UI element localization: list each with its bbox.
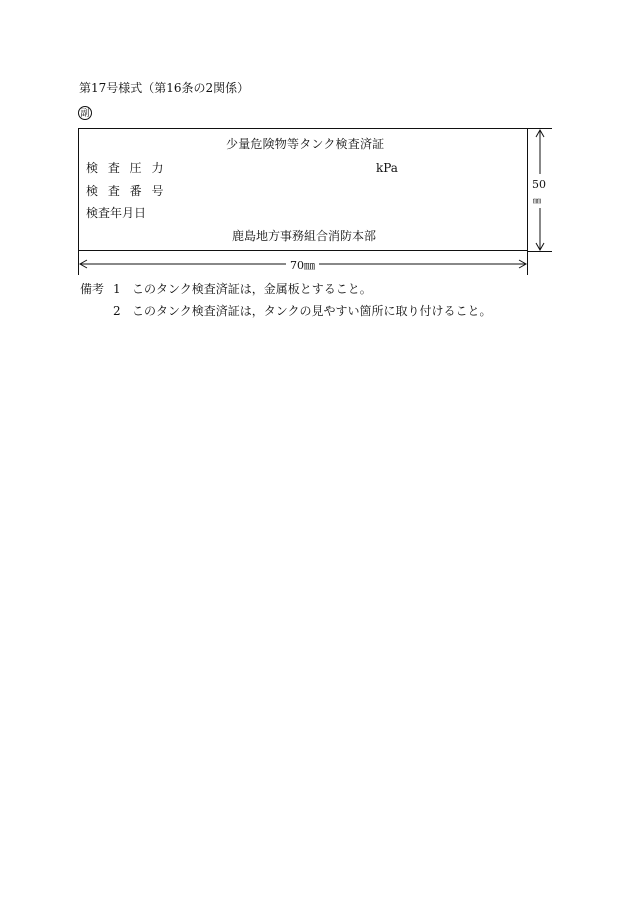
plate-issuer: 鹿島地方事務組合消防本部 bbox=[232, 229, 377, 243]
plate-title: 少量危険物等タンク検査済証 bbox=[226, 137, 385, 151]
notes-heading: 備考 bbox=[80, 282, 105, 296]
height-dimension-unit: ㎜ bbox=[533, 196, 541, 205]
copy-stamp-mark: 副 bbox=[78, 106, 92, 120]
note-number: 1 bbox=[113, 282, 121, 296]
inspection-pressure-label: 検 査 圧 力 bbox=[86, 161, 167, 175]
inspection-date-label: 検査年月日 bbox=[86, 206, 147, 220]
height-dimension-value: 50 bbox=[532, 178, 546, 191]
note-text: このタンク検査済証は，金属板とすること。 bbox=[132, 282, 372, 296]
note-text: このタンク検査済証は，タンクの見やすい箇所に取り付けること。 bbox=[132, 304, 492, 318]
inspection-pressure-unit: kPa bbox=[376, 161, 398, 175]
note-number: 2 bbox=[113, 304, 121, 318]
form-label: 第17号様式（第16条の2関係） bbox=[79, 81, 250, 95]
inspection-number-label: 検 査 番 号 bbox=[86, 184, 167, 198]
width-dimension-label: 70㎜ bbox=[286, 257, 319, 273]
